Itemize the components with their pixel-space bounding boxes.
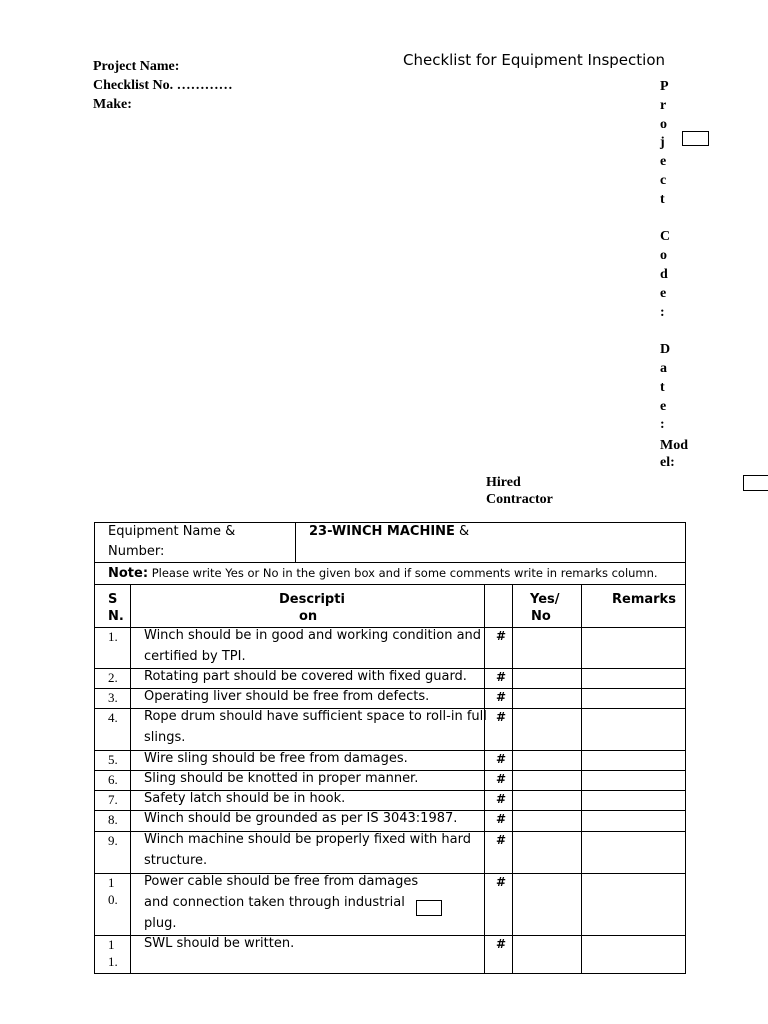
row-mark: #: [496, 792, 507, 806]
inline-input-box[interactable]: [416, 900, 442, 916]
column-header-description: on: [299, 609, 318, 624]
row-mark: #: [496, 690, 507, 704]
row-description: Wire sling should be free from damages.: [144, 751, 408, 766]
column-header-remarks: Remarks: [612, 592, 676, 607]
equipment-value-suffix: &: [454, 524, 470, 539]
vertical-letter: :: [660, 417, 665, 433]
column-header-sn: S: [108, 592, 118, 607]
row-number: 8.: [108, 812, 118, 827]
row-mark: #: [496, 710, 507, 724]
row-mark: #: [496, 833, 507, 847]
row-number: 4.: [108, 710, 118, 725]
vertical-letter: :: [660, 304, 665, 320]
yes-no-cell[interactable]: [514, 629, 579, 667]
yes-no-cell[interactable]: [514, 690, 579, 707]
yes-no-cell[interactable]: [514, 772, 579, 789]
yes-no-cell[interactable]: [514, 875, 579, 934]
row-description: structure.: [144, 853, 208, 868]
table-rule: [581, 584, 582, 974]
row-description: plug.: [144, 916, 177, 931]
row-description: slings.: [144, 730, 186, 745]
project-code-input-box[interactable]: [682, 131, 709, 146]
vertical-letter: e: [660, 285, 667, 301]
row-number: 7.: [108, 792, 118, 807]
row-mark: #: [496, 875, 507, 889]
row-number: 6.: [108, 772, 118, 787]
row-number: 5.: [108, 752, 118, 767]
column-header-description: Descripti: [279, 592, 345, 607]
yes-no-cell[interactable]: [514, 752, 579, 769]
row-number: 2.: [108, 670, 118, 685]
vertical-letter: t: [660, 191, 665, 207]
row-number: 1: [108, 875, 115, 890]
remarks-cell[interactable]: [583, 772, 683, 789]
remarks-cell[interactable]: [583, 710, 683, 749]
equipment-value-name: 23-WINCH MACHINE: [309, 524, 455, 539]
model-label-line: Mod: [660, 438, 688, 453]
yes-no-cell[interactable]: [514, 792, 579, 809]
table-rule: [94, 522, 95, 974]
vertical-letter: j: [660, 135, 665, 151]
table-rule: [295, 522, 296, 563]
remarks-cell[interactable]: [583, 937, 683, 972]
column-header-yes-no: Yes/: [530, 592, 560, 607]
vertical-letter: r: [660, 97, 667, 113]
row-mark: #: [496, 629, 507, 643]
table-rule: [94, 973, 686, 974]
note-label: Note:: [108, 566, 149, 581]
remarks-cell[interactable]: [583, 833, 683, 872]
note-body: Please write Yes or No in the given box and if some comments write in remarks column.: [148, 566, 658, 580]
remarks-cell[interactable]: [583, 812, 683, 830]
vertical-letter: a: [660, 360, 667, 376]
yes-no-cell[interactable]: [514, 833, 579, 872]
row-description: Sling should be knotted in proper manner.: [144, 771, 419, 786]
row-mark: #: [496, 670, 507, 684]
hired-contractor-line: Hired: [486, 475, 521, 490]
checklist-number-label: Checklist No. …………: [93, 78, 233, 93]
hired-contractor-label: [486, 474, 553, 508]
equipment-name-label: Equipment Name &: [108, 524, 236, 539]
row-description: certified by TPI.: [144, 649, 246, 664]
row-number: 3.: [108, 690, 118, 705]
row-description: Rope drum should have sufficient space to roll-in full: [144, 709, 487, 724]
yes-no-cell[interactable]: [514, 937, 579, 972]
vertical-letter: P: [660, 79, 669, 94]
remarks-cell[interactable]: [583, 792, 683, 809]
make-label: Make:: [93, 97, 132, 112]
row-number: 1: [108, 937, 115, 952]
vertical-letter: c: [660, 172, 667, 188]
yes-no-cell[interactable]: [514, 670, 579, 687]
column-header-sn: N.: [108, 609, 124, 624]
row-number: 0.: [108, 892, 118, 907]
project-name-label: Project Name:: [93, 59, 180, 74]
row-description: Rotating part should be covered with fixed guard.: [144, 669, 467, 684]
remarks-cell[interactable]: [583, 629, 683, 667]
document-title: Checklist for Equipment Inspection: [403, 51, 666, 69]
row-number: 1.: [108, 629, 118, 644]
model-label-line: el:: [660, 455, 675, 470]
row-mark: #: [496, 752, 507, 766]
vertical-letter: o: [660, 116, 667, 132]
row-number: 1.: [108, 954, 118, 969]
row-mark: #: [496, 937, 507, 951]
equipment-name-label: Number:: [108, 544, 165, 559]
row-description: Operating liver should be free from defects.: [144, 689, 430, 704]
row-description: Safety latch should be in hook.: [144, 791, 346, 806]
row-number: 9.: [108, 833, 118, 848]
table-rule: [484, 584, 485, 974]
table-rule: [130, 584, 131, 974]
remarks-cell[interactable]: [583, 875, 683, 934]
hired-contractor-line: Contractor: [486, 492, 553, 507]
row-description: Power cable should be free from damages: [144, 874, 419, 889]
table-rule: [512, 584, 513, 974]
remarks-cell[interactable]: [583, 752, 683, 769]
row-description: Winch machine should be properly fixed with hard: [144, 832, 471, 847]
yes-no-cell[interactable]: [514, 710, 579, 749]
remarks-cell[interactable]: [583, 670, 683, 687]
equipment-value: [309, 522, 469, 542]
vertical-letter: e: [660, 398, 667, 414]
row-description: and connection taken through industrial: [144, 895, 405, 910]
model-label: [660, 437, 688, 471]
row-description: Winch should be in good and working condition and: [144, 628, 482, 643]
row-mark: #: [496, 772, 507, 786]
vertical-letter: o: [660, 248, 667, 264]
vertical-letter: [660, 210, 700, 229]
note-text: [108, 562, 658, 585]
row-description: Winch should be grounded as per IS 3043:1987.: [144, 811, 458, 826]
vertical-letter: [660, 322, 700, 341]
row-mark: #: [496, 812, 507, 826]
vertical-letter: e: [660, 154, 667, 170]
vertical-letter: C: [660, 229, 671, 245]
column-header-yes-no: No: [531, 609, 551, 624]
row-description: SWL should be written.: [144, 936, 295, 951]
remarks-cell[interactable]: [583, 690, 683, 707]
vertical-letter: t: [660, 379, 665, 395]
yes-no-cell[interactable]: [514, 812, 579, 830]
model-input-box[interactable]: [743, 475, 768, 491]
vertical-letter: D: [660, 342, 671, 358]
table-rule: [685, 522, 686, 974]
vertical-letter: d: [660, 266, 668, 282]
